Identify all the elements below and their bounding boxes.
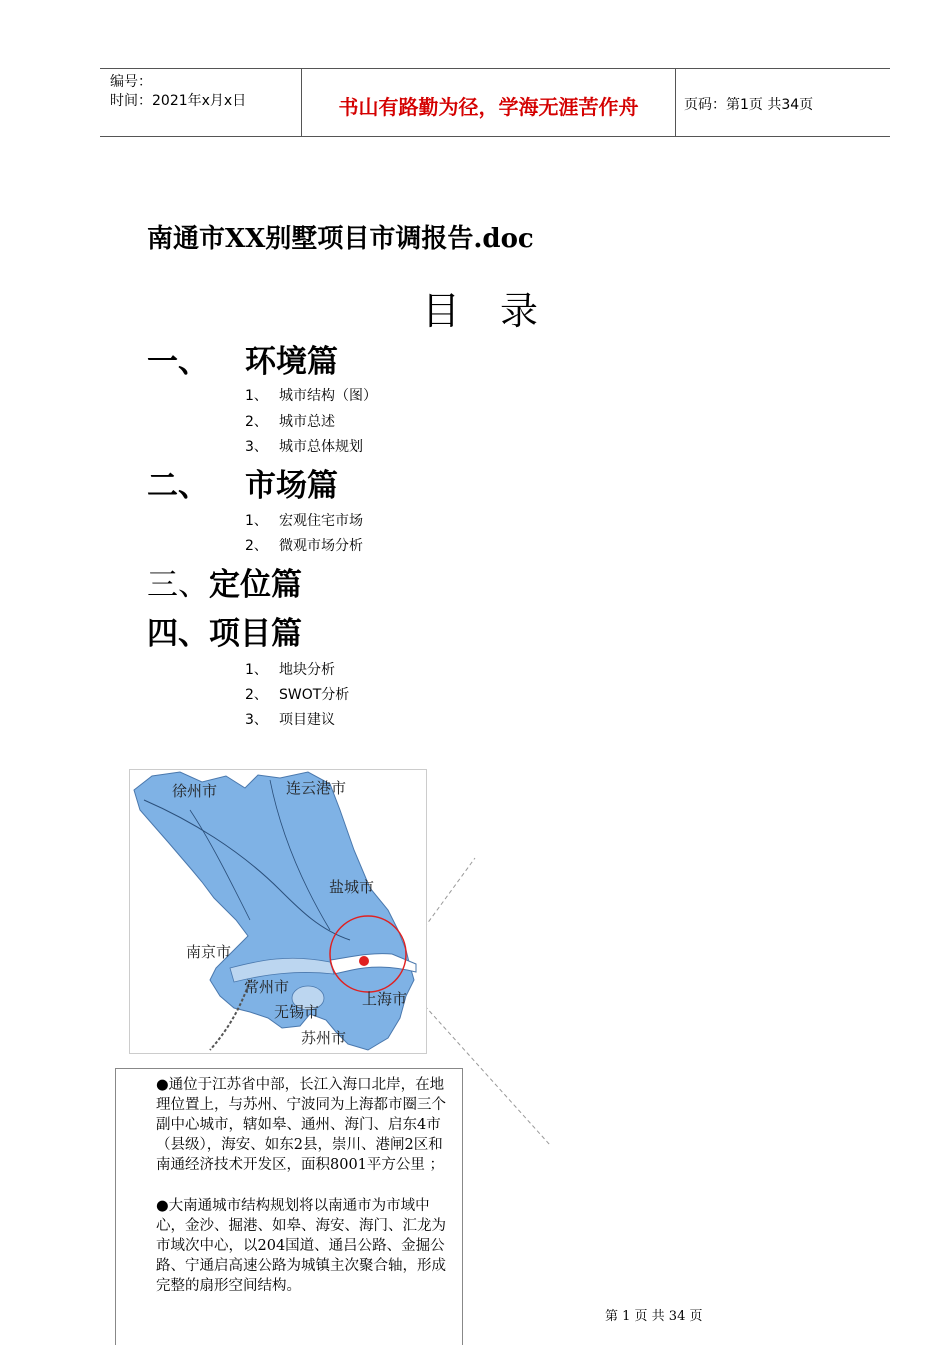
section-title: 环境篇 [245, 344, 338, 380]
item-label: 项目建议 [279, 712, 335, 728]
item-number: 1、 [245, 388, 268, 404]
item-label: 城市结构（图） [279, 388, 377, 404]
item-label: 城市总体规划 [279, 439, 363, 455]
description-paragraph: ●通位于江苏省中部，长江入海口北岸，在地理位置上，与苏州、宁波同为上海都市圈三个副中心城市，辖如皋、通州、海门、启东4市（县级），海安、如东2县，崇川、港闸2区和南通经济技术开发区，面积8001平方公里 ； [156, 1077, 446, 1173]
section-number: 四、 [147, 616, 209, 652]
map-label: 苏州市 [301, 1029, 347, 1047]
description-paragraph: ●大南通城市结构规划将以南通市为市域中心，金沙、掘港、如皋、海安、海门、汇龙为市域次中心，以204国道、通吕公路、金掘公路、宁通启高速公路为城镇主次聚合轴，形成完整的扇形空间结构。 [156, 1198, 446, 1294]
item-label: SWOT分析 [279, 687, 350, 703]
header-page-label: 页码：第1页 共34页 [684, 97, 814, 113]
toc-heading: 目录 [421, 289, 578, 333]
map-label: 南京市 [186, 943, 232, 961]
item-number: 2、 [245, 538, 268, 554]
section-number: 二、 [147, 468, 209, 504]
item-label: 微观市场分析 [279, 538, 363, 554]
description-box [115, 1068, 463, 1345]
map-label: 上海市 [362, 990, 408, 1008]
page-footer: 第 1 页 共 34 页 [605, 1309, 703, 1324]
item-number: 2、 [245, 414, 268, 430]
map-label: 无锡市 [274, 1003, 320, 1021]
section-number: 三、 [147, 567, 209, 603]
header-motto: 书山有路勤为径，学海无涯苦作舟 [338, 95, 639, 119]
section-title: 项目篇 [209, 616, 302, 652]
map-label: 盐城市 [329, 878, 375, 896]
section-title: 定位篇 [209, 567, 302, 603]
item-number: 1、 [245, 662, 268, 678]
item-number: 2、 [245, 687, 268, 703]
serial-label: 编号： [110, 74, 152, 90]
item-label: 宏观住宅市场 [279, 513, 363, 529]
section-number: 一、 [147, 344, 209, 380]
map-label: 常州市 [244, 978, 290, 996]
item-number: 3、 [245, 712, 268, 728]
section-title: 市场篇 [245, 468, 338, 504]
item-number: 3、 [245, 439, 268, 455]
time-label: 时间：2021年x月x日 [110, 93, 247, 109]
item-label: 城市总述 [279, 414, 335, 430]
item-number: 1、 [245, 513, 268, 529]
document-title: 南通市XX别墅项目市调报告.doc [147, 224, 534, 254]
city-structure-map [129, 769, 427, 1054]
map-label: 徐州市 [172, 782, 218, 800]
item-label: 地块分析 [279, 662, 335, 678]
map-label: 连云港市 [286, 779, 347, 797]
